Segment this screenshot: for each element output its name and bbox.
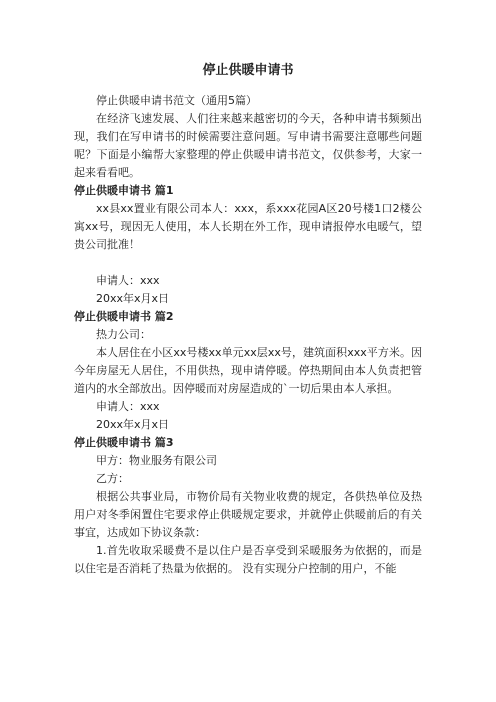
blank-line — [74, 254, 422, 272]
section-3-clause-1: 1.首先收取采暖费不是以住户是否享受到采暖服务为依据的，而是以住宅是否消耗了热量为依据的。 没有实现分户控制的用户，不能 — [74, 544, 422, 575]
section-3-party-a: 甲方：物业服务有限公司 — [96, 454, 217, 467]
section-3-party-b: 乙方： — [96, 472, 129, 485]
document-title: 停止供暖申请书 — [202, 63, 294, 78]
intro-paragraph: 在经济飞速发展、人们往来越来越密切的今天，各种申请书频频出现，我们在写申请书的时候需要注意问题。写申请书需要注意哪些问题呢？下面是小编帮大家整理的停止供暖申请书范文，仅供参考，大家一起来看看吧。 — [74, 112, 422, 179]
section-2-date: 20xx年x月x日 — [96, 418, 170, 431]
section-heading-2: 停止供暖申请书 篇2 — [74, 310, 174, 323]
section-3-body: 根据公共事业局，市物价局有关物业收费的规定，各供热单位及热用户对冬季闲置住宅要求停止供暖规定要求，并就停止供暖前后的有关事宜，达成如下协议条款： — [74, 490, 422, 539]
section-2-applicant: 申请人：xxx — [96, 400, 160, 413]
section-1-body: xx县xx置业有限公司本人：xxx，系xxx花园A区20号楼1口2楼公寓xx号，现因无人使用，本人长期在外工作，现申请报停水电暖气，望贵公司批准！ — [74, 202, 422, 251]
section-1-applicant: 申请人：xxx — [96, 274, 160, 287]
section-1-date: 20xx年x月x日 — [96, 292, 170, 305]
section-2-body: 本人居住在小区xx号楼xx单元xx层xx号，建筑面积xxx平方米。因今年房屋无人居住，不用供热，现申请停暖。停热期间由本人负责把管道内的水全部放出。因停暖而对房屋造成的`一切后果由本人承担。 — [74, 346, 422, 395]
section-heading-1: 停止供暖申请书 篇1 — [74, 184, 174, 197]
section-heading-3: 停止供暖申请书 篇3 — [74, 436, 174, 449]
section-2-recipient: 热力公司： — [96, 328, 151, 341]
intro-line: 停止供暖申请书范文（通用5篇） — [96, 94, 257, 107]
